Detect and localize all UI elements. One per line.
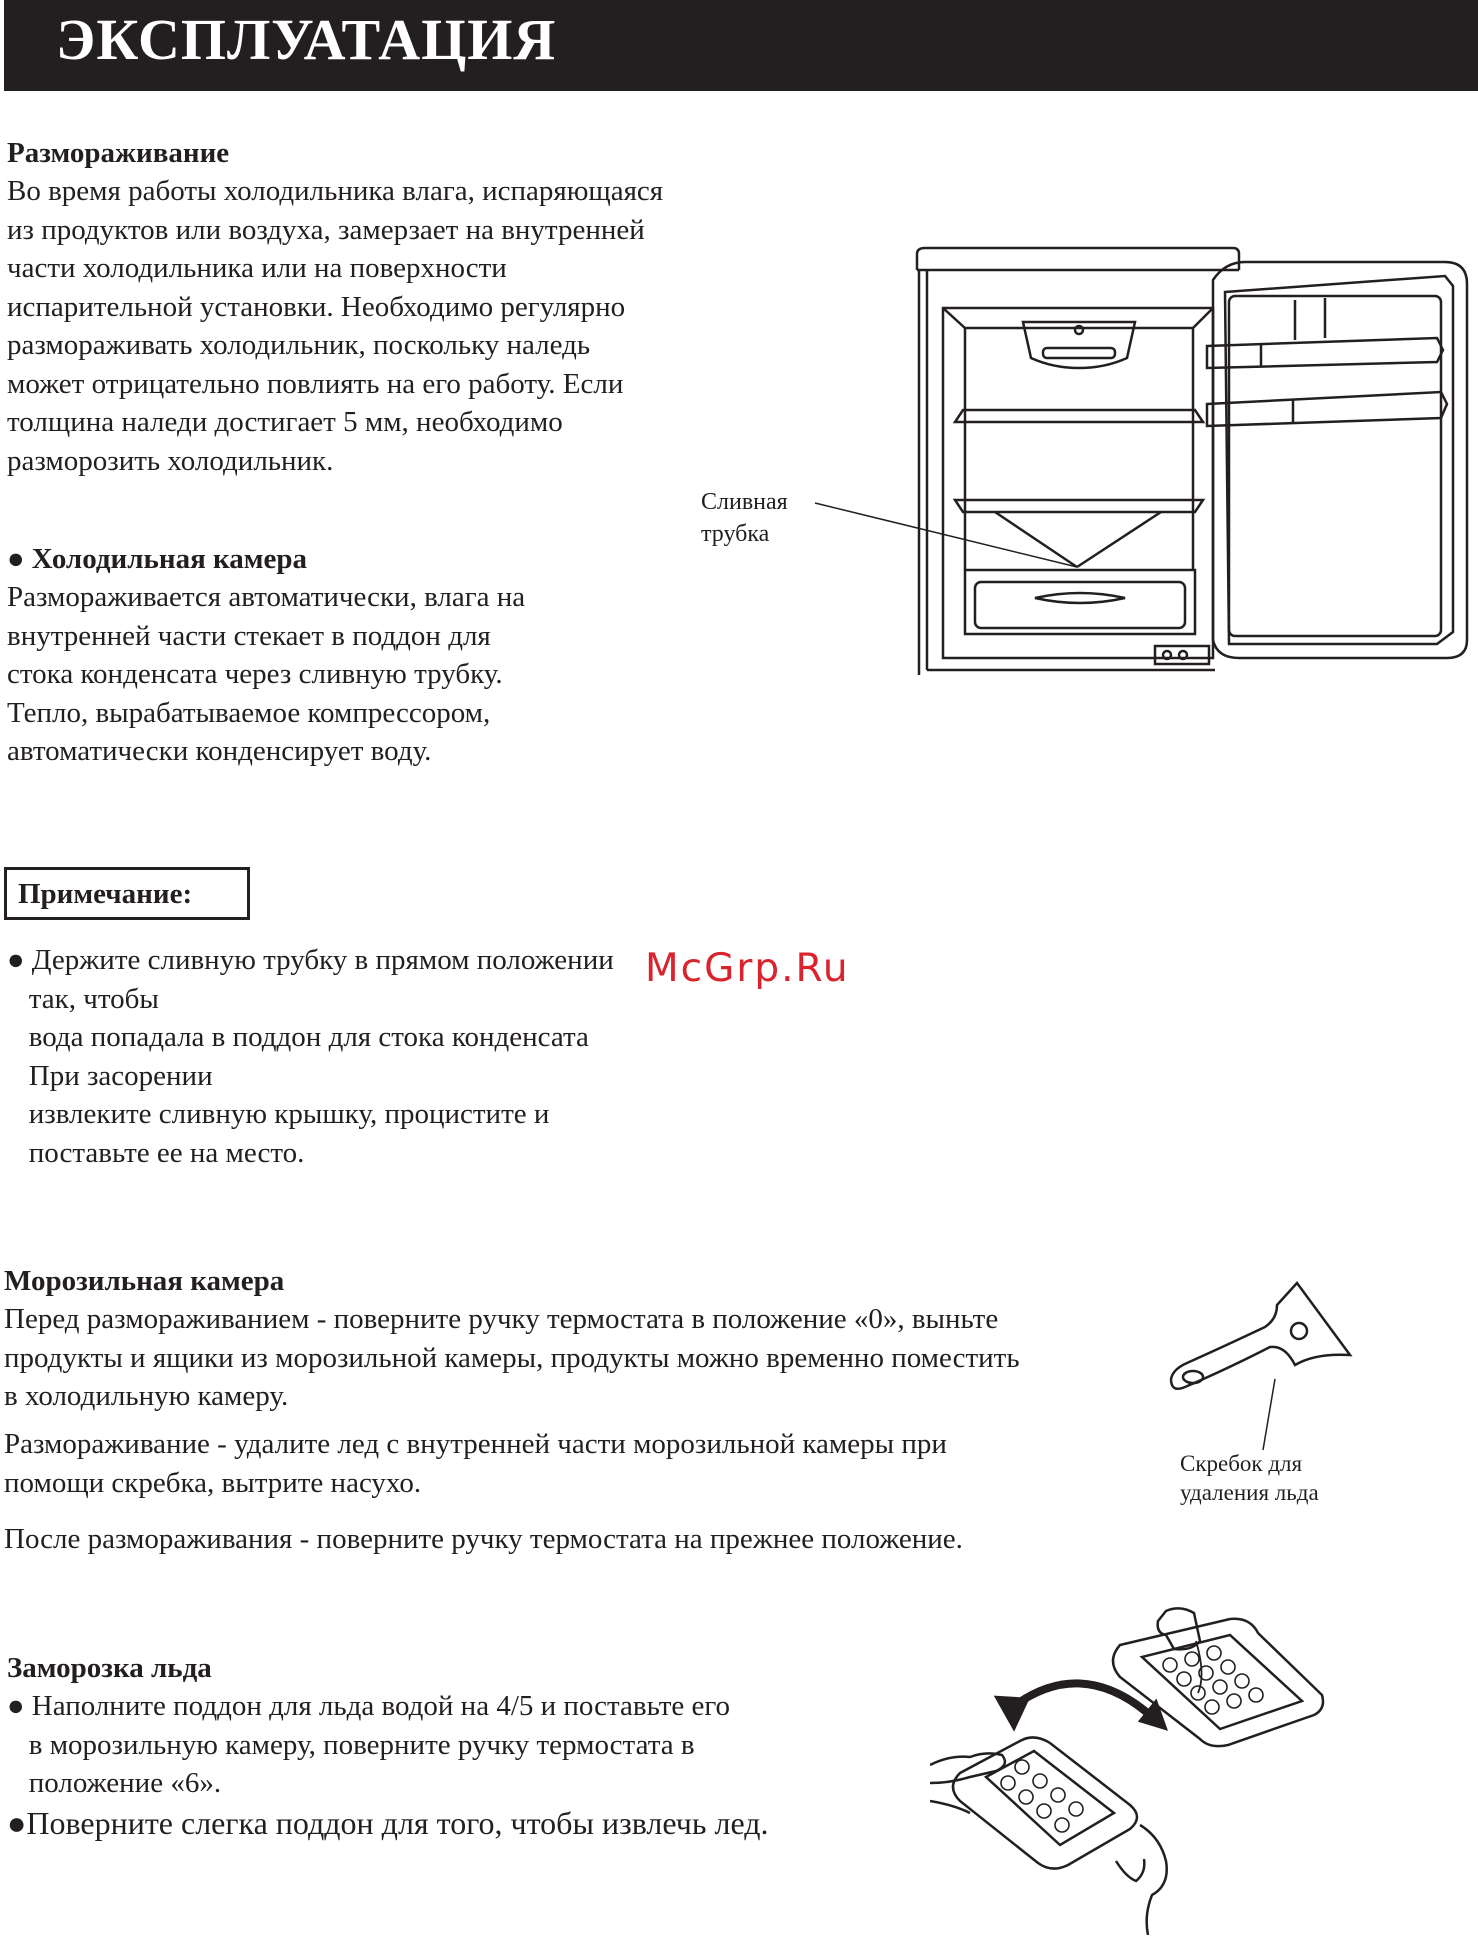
- note-line: так, чтобы: [7, 982, 159, 1015]
- fridge-line: Размораживается автоматически, влага на: [7, 581, 526, 613]
- page-title: ЭКСПЛУАТАЦИЯ: [56, 7, 557, 72]
- defrost-line: испарительной установки. Необходимо регулярно: [7, 290, 626, 323]
- note-text: [7, 941, 614, 1172]
- note-line: поставьте ее на место.: [7, 1136, 305, 1169]
- defrost-line: части холодильника или на поверхности: [7, 252, 507, 284]
- fridge-title: ● Холодильная камера: [7, 543, 308, 575]
- ice-line: положение «6».: [7, 1767, 222, 1799]
- ice-tray-illustration: [930, 1605, 1330, 1935]
- freezer-line: в холодильную камеру.: [4, 1380, 289, 1412]
- defrost-text: [7, 172, 663, 480]
- defrost-line: может отрицательно повлиять на его работу. Если: [7, 367, 624, 400]
- defrost-title: Размораживание: [7, 137, 230, 169]
- scraper-caption: [1180, 1449, 1319, 1507]
- drain-caption-line: трубка: [701, 521, 770, 547]
- defrost-line: Во время работы холодильника влага, испаряющаяся: [7, 175, 664, 207]
- freezer-text-c: После размораживания - поверните ручку термостата на прежнее положение.: [4, 1523, 963, 1555]
- defrost-line: разморозить холодильник.: [7, 444, 334, 477]
- freezer-line: помощи скребка, вытрите насухо.: [4, 1466, 422, 1499]
- watermark: McGrp.Ru: [645, 946, 850, 991]
- note-box: [4, 867, 250, 920]
- fridge-illustration: [805, 240, 1475, 685]
- defrost-line: размораживать холодильник, поскольку наледь: [7, 329, 591, 361]
- defrost-line: толщина наледи достигает 5 мм, необходимо: [7, 406, 563, 438]
- ice-title: Заморозка льда: [7, 1652, 212, 1684]
- fridge-line: стока конденсата через сливную трубку.: [7, 658, 503, 690]
- scraper-illustration: [1165, 1275, 1365, 1455]
- fridge-text: [7, 578, 525, 771]
- scraper-caption-line: удаления льда: [1180, 1480, 1319, 1505]
- scraper-caption-line: Скребок для: [1180, 1451, 1303, 1476]
- freezer-text-b: [4, 1425, 947, 1502]
- freezer-line: Размораживание - удалите лед с внутренней части морозильной камеры при: [4, 1428, 947, 1460]
- freezer-line: продукты и ящики из морозильной камеры, продукты можно временно поместить: [4, 1341, 1020, 1374]
- ice-last-line: ●Поверните слегка поддон для того, чтобы извлечь лед.: [7, 1805, 769, 1841]
- note-line: извлеките сливную крышку, процистите и: [7, 1098, 550, 1130]
- defrost-line: из продуктов или воздуха, замерзает на внутренней: [7, 213, 645, 246]
- header-bar: [4, 0, 1478, 91]
- drain-caption: [701, 486, 788, 550]
- fridge-line: автоматически конденсирует воду.: [7, 735, 432, 767]
- drain-caption-line: Сливная: [701, 489, 788, 515]
- ice-line: в морозильную камеру, поверните ручку термостата в: [7, 1728, 695, 1761]
- fridge-line: внутренней части стекает в поддон для: [7, 619, 491, 652]
- note-line: вода попадала в поддон для стока конденсата: [7, 1021, 589, 1053]
- freezer-line: Перед размораживанием - поверните ручку термостата в положение «0», выньте: [4, 1303, 999, 1335]
- note-label: Примечание:: [18, 878, 193, 910]
- freezer-title: Морозильная камера: [4, 1265, 285, 1297]
- freezer-text-a: [4, 1300, 1020, 1416]
- note-line: При засорении: [7, 1059, 213, 1092]
- note-line: ● Держите сливную трубку в прямом положении: [7, 944, 614, 976]
- ice-line: ● Наполните поддон для льда водой на 4/5 и поставьте его: [7, 1690, 731, 1722]
- fridge-line: Тепло, вырабатываемое компрессором,: [7, 696, 491, 729]
- ice-text: [7, 1687, 730, 1803]
